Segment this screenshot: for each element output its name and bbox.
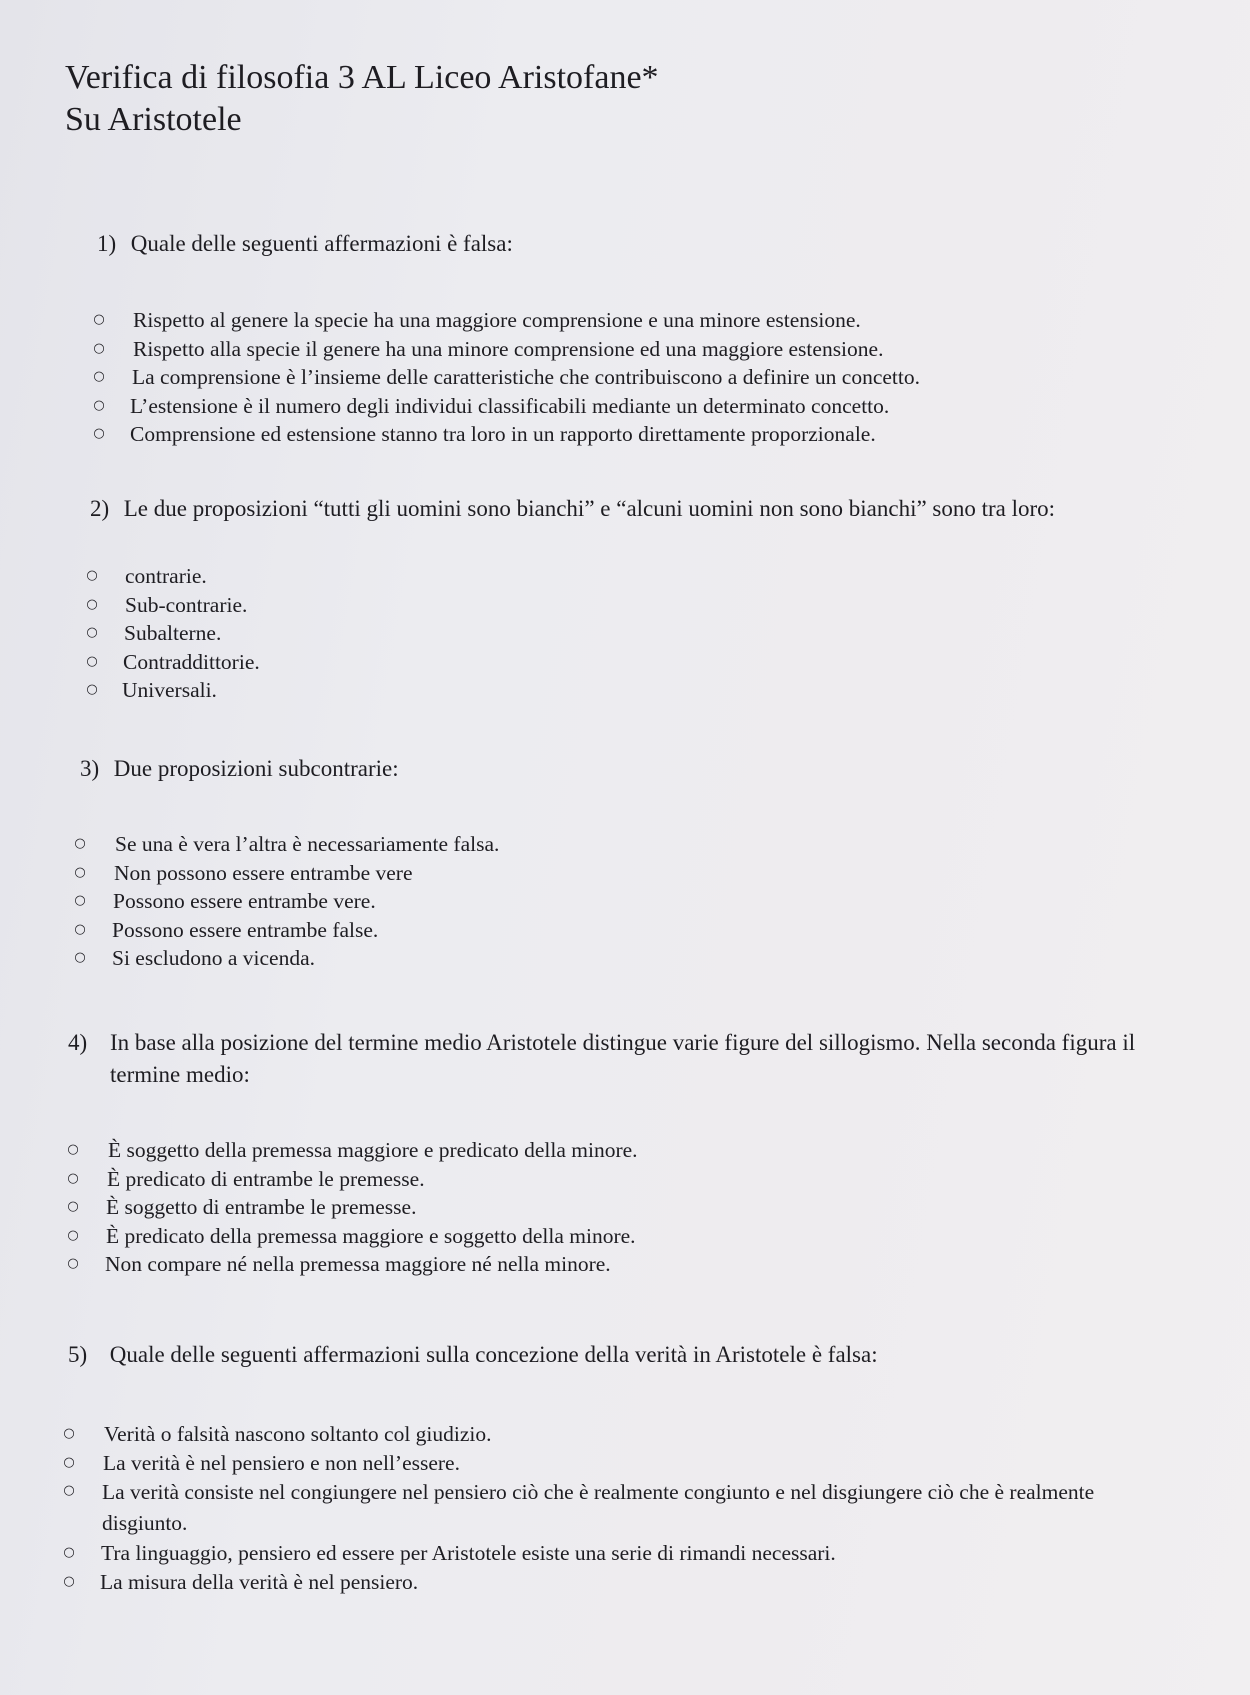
option-text: È predicato di entrambe le premesse.: [107, 1166, 425, 1191]
page-title: Verifica di filosofia 3 AL Liceo Aristofane*: [65, 59, 659, 96]
radio-circle-icon[interactable]: ○: [63, 1454, 75, 1470]
option-text: Rispetto alla specie il genere ha una minore comprensione ed una maggiore estensione.: [133, 336, 884, 361]
radio-circle-icon[interactable]: ○: [63, 1483, 75, 1499]
radio-circle-icon[interactable]: ○: [86, 653, 98, 669]
option-text: È soggetto della premessa maggiore e predicato della minore.: [108, 1138, 638, 1162]
question-1: [97, 228, 513, 260]
option[interactable]: [62, 1449, 1102, 1478]
radio-circle-icon[interactable]: ○: [74, 893, 86, 909]
radio-circle-icon[interactable]: ○: [63, 1426, 75, 1441]
radio-circle-icon[interactable]: ○: [86, 625, 98, 641]
page-subtitle: Su Aristotele: [65, 101, 242, 138]
radio-circle-icon[interactable]: ○: [67, 1227, 79, 1243]
option[interactable]: [62, 1477, 1102, 1539]
radio-circle-icon[interactable]: ○: [67, 1142, 79, 1157]
option-text: La misura della verità è nel pensiero.: [100, 1569, 419, 1594]
question-4: [68, 1027, 1150, 1091]
option-text: Contraddittorie.: [123, 649, 260, 674]
option-text: La comprensione è l’insieme delle caratteristiche che contribuiscono a definire un concetto.: [132, 365, 921, 390]
option-text: Sub-contrarie.: [125, 592, 248, 617]
radio-circle-icon[interactable]: ○: [67, 1256, 79, 1272]
radio-circle-icon[interactable]: ○: [86, 568, 98, 583]
question-number: 5): [68, 1342, 88, 1367]
radio-circle-icon[interactable]: ○: [67, 1170, 79, 1186]
question-text: In base alla posizione del termine medio Aristotele distingue varie figure del sillogismo. Nella seconda figura il termine medio:: [110, 1030, 1136, 1087]
radio-circle-icon[interactable]: ○: [63, 1573, 75, 1589]
option-text: Si escludono a vicenda.: [112, 946, 316, 971]
option-text: La verità è nel pensiero e non nell’essere.: [103, 1450, 460, 1475]
radio-circle-icon[interactable]: ○: [93, 340, 105, 356]
question-number: 1): [97, 231, 117, 256]
option-text: Subalterne.: [124, 621, 222, 646]
option[interactable]: [62, 1539, 1102, 1568]
radio-circle-icon[interactable]: ○: [86, 596, 98, 612]
option[interactable]: [62, 1568, 1102, 1597]
option-text: Universali.: [122, 678, 217, 703]
option-text: È soggetto di entrambe le premesse.: [106, 1195, 417, 1220]
question-number: 2): [90, 496, 110, 521]
option-text: Verità o falsità nascono soltanto col giudizio.: [104, 1422, 492, 1446]
question-text: Quale delle seguenti affermazioni è falsa:: [130, 231, 513, 256]
radio-circle-icon[interactable]: ○: [63, 1545, 75, 1561]
option-text: Non possono essere entrambe vere: [114, 860, 413, 885]
option-text: Possono essere entrambe false.: [112, 917, 379, 942]
option-text: La verità consiste nel congiungere nel pensiero ciò che è realmente congiunto e nel disgiungere ciò che è realmente disgiunto.: [102, 1480, 1095, 1536]
option-text: È predicato della premessa maggiore e soggetto della minore.: [106, 1223, 636, 1248]
question-number: 4): [68, 1030, 88, 1055]
option-text: Tra linguaggio, pensiero ed essere per Aristotele esiste una serie di rimandi necessari.: [101, 1541, 836, 1566]
option-text: contrarie.: [125, 564, 207, 588]
question-5: [68, 1339, 878, 1371]
question-text: Quale delle seguenti affermazioni sulla concezione della verità in Aristotele è falsa:: [109, 1342, 878, 1367]
radio-circle-icon[interactable]: ○: [93, 426, 105, 442]
options-q5: [62, 1420, 1102, 1596]
radio-circle-icon[interactable]: ○: [74, 836, 86, 851]
option-text: Comprensione ed estensione stanno tra loro in un rapporto direttamente proporzionale.: [130, 422, 876, 447]
option[interactable]: [62, 1420, 1102, 1449]
option-text: Se una è vera l’altra è necessariamente falsa.: [115, 832, 500, 856]
radio-circle-icon[interactable]: ○: [74, 950, 86, 966]
radio-circle-icon[interactable]: ○: [74, 921, 86, 937]
radio-circle-icon[interactable]: ○: [93, 369, 105, 385]
question-3: [80, 753, 399, 785]
question-number: 3): [80, 756, 100, 781]
option-text: Non compare né nella premessa maggiore né nella minore.: [105, 1252, 611, 1277]
question-text: Due proposizioni subcontrarie:: [113, 756, 399, 781]
radio-circle-icon[interactable]: ○: [93, 312, 105, 327]
radio-circle-icon[interactable]: ○: [93, 397, 105, 413]
question-text: Le due proposizioni “tutti gli uomini sono bianchi” e “alcuni uomini non sono bianchi” sono tra loro:: [123, 496, 1056, 521]
radio-circle-icon[interactable]: ○: [74, 864, 86, 880]
question-2: [90, 493, 1055, 525]
option-text: Rispetto al genere la specie ha una maggiore comprensione e una minore estensione.: [133, 308, 861, 332]
radio-circle-icon[interactable]: ○: [86, 682, 98, 698]
option-text: L’estensione è il numero degli individui classificabili mediante un determinato concetto.: [130, 393, 890, 418]
option-text: Possono essere entrambe vere.: [113, 889, 376, 914]
radio-circle-icon[interactable]: ○: [67, 1199, 79, 1215]
